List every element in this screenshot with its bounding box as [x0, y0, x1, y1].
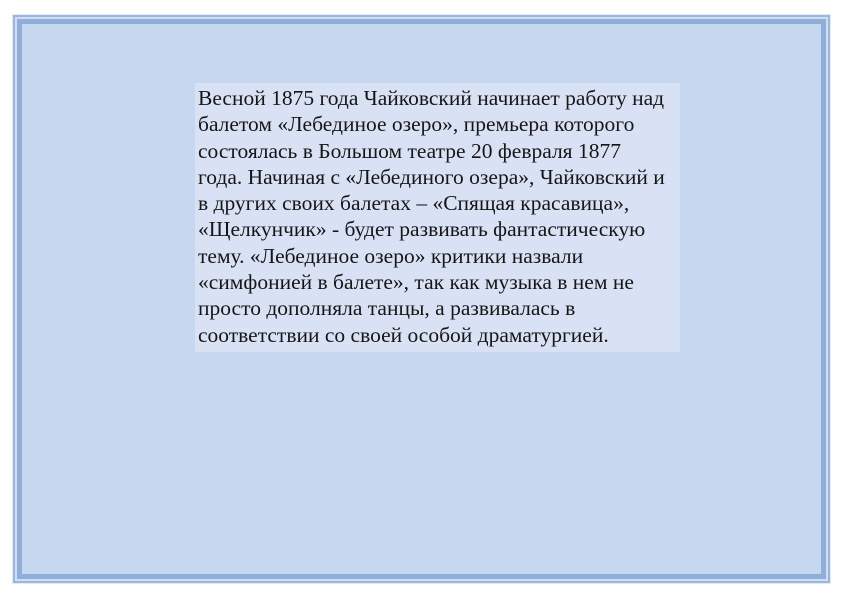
text-line: «Щелкунчик» - будет развивать фантастическую [198, 217, 646, 242]
text-line: Весной 1875 года Чайковский начинает работу над [198, 86, 665, 110]
text-line: года. Начиная с «Лебединого озера», Чайковский и [198, 164, 665, 189]
text-line: «симфонией в балете», так как музыка в нем не [198, 270, 634, 295]
text-line: состоялась в Большом театре 20 февраля 1877 [198, 138, 621, 163]
text-line: в других своих балетах – «Спящая красавица», [198, 191, 630, 216]
text-line: балетом «Лебединое озеро», премьера которого [198, 112, 635, 137]
text-block [195, 83, 680, 352]
text-line: соответствии со своей особой драматургией. [198, 322, 609, 347]
text-line: просто дополняла танцы, а развивалась в [198, 296, 576, 321]
text-line: тему. «Лебединое озеро» критики назвали [198, 243, 584, 268]
